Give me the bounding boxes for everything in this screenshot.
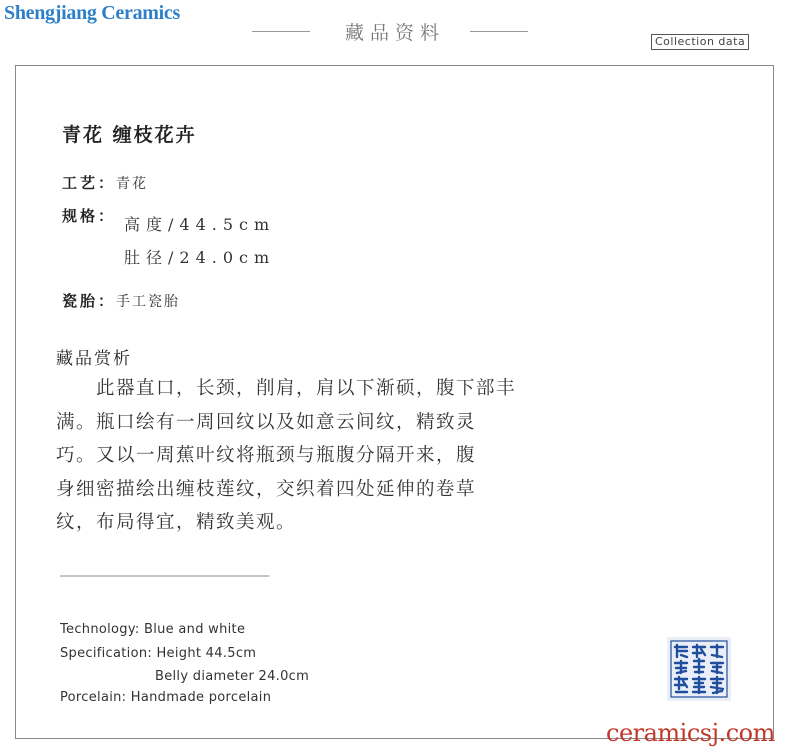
appreciation-paragraph [56,372,556,540]
en-specification: Specification: Height 44.5cm [60,646,257,661]
en-porcelain: Porcelain: Handmade porcelain [60,690,272,705]
dashed-divider: —————————————————————————————— [60,568,268,584]
body-label: 瓷胎： [62,292,117,310]
en-technology: Technology: Blue and white [60,622,246,637]
spec-label: 规格： [62,207,117,225]
brand-logo: Shengjiang Ceramics [4,2,180,24]
spec-row [62,205,116,226]
appreciation-line: 此器直口，长颈，削肩，肩以下渐硕，腹下部丰 [56,378,517,399]
appreciation-title: 藏品赏析 [56,349,132,369]
header-line-right [470,31,528,32]
item-title: 青花 缠枝花卉 [62,124,197,146]
spec-belly: 肚径/24.0cm [124,248,276,267]
spec-height: 高度/44.5cm [124,215,276,234]
seal-graphic [667,637,731,701]
appreciation-line: 身细密描绘出缠枝莲纹，交织着四处延伸的卷草 [56,478,477,500]
craft-row [62,172,148,193]
body-row [62,290,180,311]
body-value: 手工瓷胎 [116,294,181,310]
reign-mark-seal [667,637,731,701]
watermark: ceramicsj.com [606,719,775,747]
craft-label: 工艺： [62,174,117,192]
en-belly-diameter: Belly diameter 24.0cm [155,669,310,684]
collection-badge: Collection data [651,34,749,50]
appreciation-line: 巧。又以一周蕉叶纹将瓶颈与瓶腹分隔开来，腹 [56,445,477,466]
appreciation-line: 满。瓶口绘有一周回纹以及如意云间纹，精致灵 [56,411,477,433]
appreciation-line: 纹，布局得宜，精致美观。 [56,512,297,533]
page-title: 藏品资料 [344,22,445,44]
craft-value: 青花 [116,176,149,192]
